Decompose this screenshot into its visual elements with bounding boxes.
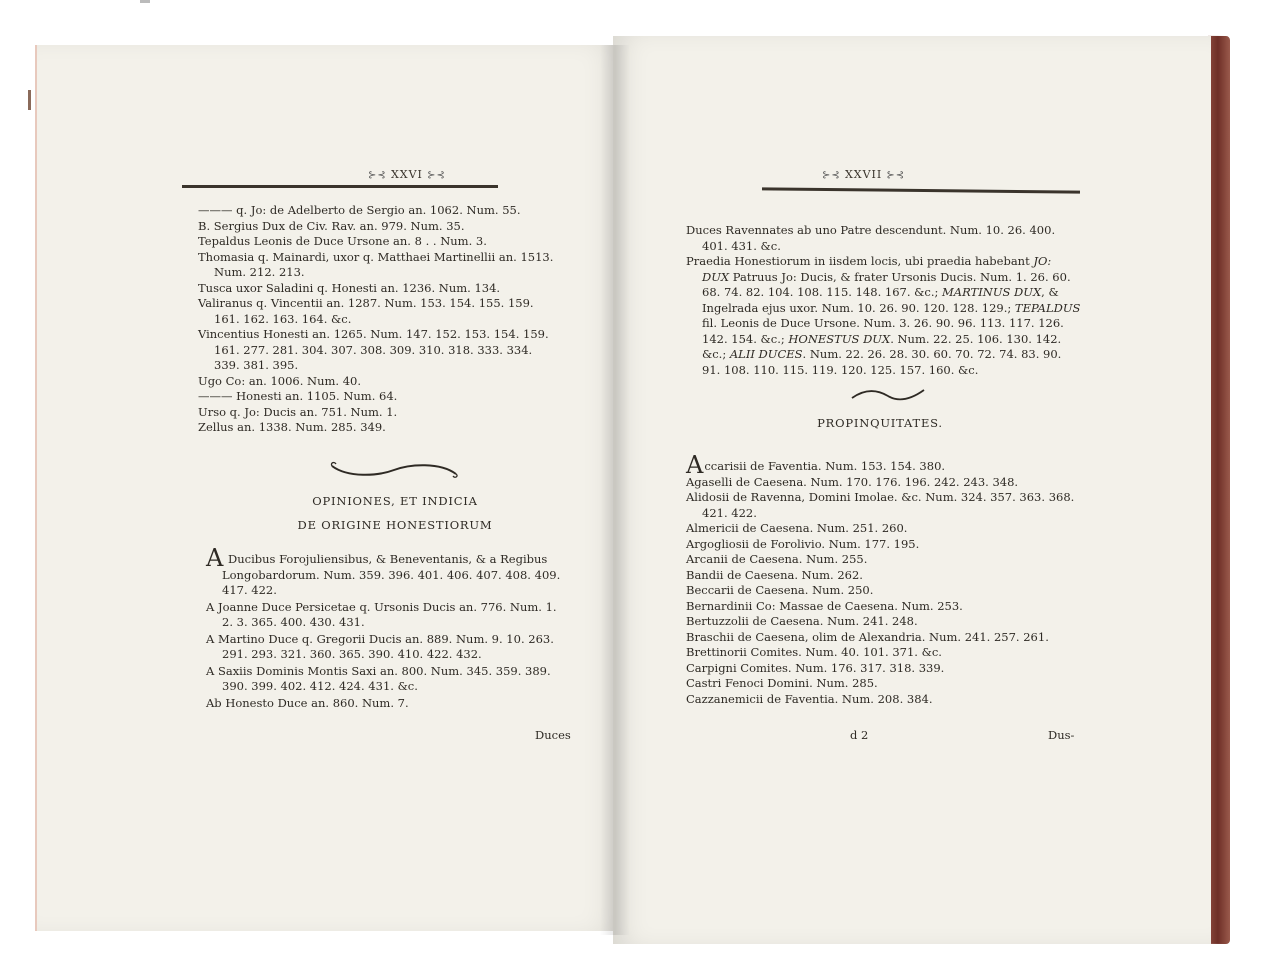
propinquitas-entry xyxy=(686,583,1076,599)
index-entry: Thomasia q. Mainardi, uxor q. Matthaei Martinellii an. 1513. Num. 212. 213. xyxy=(198,249,554,279)
propinquitas-text: Braschii de Caesena, olim de Alexandria. Num. 241. 257. 261. xyxy=(686,629,1049,644)
propinquitas-text: Arcanii de Caesena. Num. 255. xyxy=(686,552,868,566)
ornament-left-icon: ⊱⊰ xyxy=(822,170,845,181)
praedia-name: TEPALDUS xyxy=(1014,300,1081,315)
propinquitas-entry xyxy=(686,645,1076,661)
praedia-name: JO: DUX xyxy=(702,254,1052,284)
left-running-head xyxy=(368,168,446,181)
drop-cap: A xyxy=(686,451,704,479)
propinquitas-entry xyxy=(686,490,1076,521)
left-page xyxy=(35,45,617,931)
praedia-text: Praedia Honestiorum in iisdem locis, ubi praedia habebant xyxy=(686,254,1034,268)
praedia-text: fil. Leonis de Duce Ursone. Num. 3. 26. 90. 96. 113. 117. 126. 142. 154. &c.; xyxy=(702,316,1064,346)
opinion-entry xyxy=(206,664,566,695)
opiniones-title: OPINIONES, ET INDICIA xyxy=(312,494,478,508)
opinion-entry xyxy=(206,544,566,599)
left-index-entries xyxy=(198,203,558,436)
opinion-entry xyxy=(206,696,566,712)
praedia-text: . Num. 22. 26. 28. 30. 60. 70. 72. 74. 83. 90. 91. 108. 110. 115. 119. 120. 125. 157. 160. &c. xyxy=(702,347,1062,377)
right-page-number: XXVII xyxy=(844,168,883,181)
origine-title: DE ORIGINE HONESTIORUM xyxy=(297,518,493,532)
ornament-right-icon: ⊱⊰ xyxy=(882,170,906,181)
opinion-entry xyxy=(206,600,566,631)
index-entry: Urso q. Jo: Ducis an. 751. Num. 1. xyxy=(198,404,398,419)
opinion-entry xyxy=(206,632,566,663)
propinquitas-text: Bertuzzolii de Caesena. Num. 241. 248. xyxy=(686,614,918,628)
propinquitates-entries xyxy=(686,451,1076,707)
opinion-text: Ducibus Forojuliensibus, & Beneventanis, & a Regibus Longobardorum. Num. 359. 396. 401. 406. 407. 408. 409. 417. 422. xyxy=(222,552,561,597)
praedia-name: HONESTUS DUX xyxy=(788,331,891,346)
opinion-text: A Joanne Duce Persicetae q. Ursonis Ducis an. 776. Num. 1. 2. 3. 365. 400. 430. 431. xyxy=(206,599,557,629)
opinion-text: A Martino Duce q. Gregorii Ducis an. 889. Num. 9. 10. 263. 291. 293. 321. 360. 365. 390. 410. 422. 432. xyxy=(206,631,554,661)
index-entry: Valiranus q. Vincentii an. 1287. Num. 153. 154. 155. 159. 161. 162. 163. 164. &c. xyxy=(198,296,534,326)
propinquitas-text: Almericii de Caesena. Num. 251. 260. xyxy=(686,521,908,535)
swash-ornament-icon xyxy=(328,460,460,480)
propinquitas-text: Agaselli de Caesena. Num. 170. 176. 196. 242. 243. 348. xyxy=(686,474,1019,489)
book-cover-edge xyxy=(1208,36,1230,944)
duces-line xyxy=(686,223,1081,254)
right-running-head xyxy=(822,168,905,181)
propinquitas-entry xyxy=(686,537,1076,553)
propinquitas-entry xyxy=(686,599,1076,615)
index-entry: Tepaldus Leonis de Duce Ursone an. 8 . . Num. 3. xyxy=(198,234,487,248)
duces-entry: Duces Ravennates ab uno Patre descendunt. Num. 10. 26. 400. 401. 431. &c. xyxy=(686,223,1056,253)
index-entry: ——— Honesti an. 1105. Num. 64. xyxy=(198,389,398,403)
propinquitates-title: PROPINQUITATES. xyxy=(817,416,943,430)
opiniones-entries xyxy=(206,544,566,712)
propinquitas-entry xyxy=(686,568,1076,584)
propinquitas-entry xyxy=(686,521,1076,537)
propinquitas-entry xyxy=(686,630,1076,646)
index-entry: Zellus an. 1338. Num. 285. 349. xyxy=(198,420,386,434)
paper-speck xyxy=(28,90,31,110)
drop-cap: A xyxy=(206,544,224,572)
small-swash-ornament-icon xyxy=(848,386,928,404)
propinquitas-text: Argogliosii de Forolivio. Num. 177. 195. xyxy=(686,536,920,551)
index-entry: ——— q. Jo: de Adelberto de Sergio an. 1062. Num. 55. xyxy=(198,203,521,217)
ornament-left-icon: ⊱⊰ xyxy=(368,170,391,181)
right-catchword: Dus- xyxy=(1048,728,1075,742)
opinion-text: A Saxiis Dominis Montis Saxi an. 800. Num. 345. 359. 389. 390. 399. 402. 412. 424. 431. &c. xyxy=(206,663,551,693)
propinquitas-entry xyxy=(686,661,1076,677)
praedia-paragraph xyxy=(686,254,1081,378)
propinquitas-text: Bernardinii Co: Massae de Caesena. Num. 253. xyxy=(686,598,963,613)
index-entry: Tusca uxor Saladini q. Honesti an. 1236. Num. 134. xyxy=(198,280,501,295)
propinquitas-text: Carpigni Comites. Num. 176. 317. 318. 339. xyxy=(686,660,945,675)
praedia-name: MARTINUS DUX xyxy=(942,285,1042,299)
praedia-entry xyxy=(686,254,1081,378)
index-entry: Ugo Co: an. 1006. Num. 40. xyxy=(198,373,362,388)
propinquitas-entry xyxy=(686,451,1076,479)
left-page-number: XXVI xyxy=(390,168,423,181)
praedia-text: Patruus Jo: Ducis, & frater Ursonis Ducis. Num. 1. 26. 60. 68. 74. 82. 104. 108. 115. 148. 167. &c.; xyxy=(702,269,1071,299)
propinquitas-text: Alidosii de Ravenna, Domini Imolae. &c. Num. 324. 357. 363. 368. 421. 422. xyxy=(686,490,1075,520)
paper-speck xyxy=(140,0,150,3)
book-gutter xyxy=(600,45,630,935)
propinquitas-entry xyxy=(686,692,1076,708)
propinquitas-entry xyxy=(686,614,1076,630)
index-entry: Vincentius Honesti an. 1265. Num. 147. 152. 153. 154. 159. 161. 277. 281. 304. 307. 308. 309. 310. 318. 333. 334. 339. 381. 395. xyxy=(198,327,549,372)
propinquitas-text: Bandii de Caesena. Num. 262. xyxy=(686,567,863,582)
propinquitas-entry xyxy=(686,552,1076,568)
propinquitas-entry xyxy=(686,475,1076,491)
propinquitas-text: ccarisii de Faventia. Num. 153. 154. 380. xyxy=(704,459,946,473)
index-entry: B. Sergius Dux de Civ. Rav. an. 979. Num. 35. xyxy=(198,218,465,233)
propinquitas-text: Brettinorii Comites. Num. 40. 101. 371. &c. xyxy=(686,645,942,659)
propinquitas-text: Beccarii de Caesena. Num. 250. xyxy=(686,583,874,597)
left-catchword: Duces xyxy=(535,728,571,742)
praedia-text: . Num. 22. 25. 106. 130. 142. &c.; xyxy=(702,331,1062,361)
praedia-name: ALII DUCES xyxy=(729,347,803,361)
praedia-text: , & Ingelrada ejus uxor. Num. 10. 26. 90. 120. 128. 129.; xyxy=(702,285,1059,315)
opinion-text: Ab Honesto Duce an. 860. Num. 7. xyxy=(206,695,409,710)
propinquitas-entry xyxy=(686,676,1076,692)
propinquitas-text: Cazzanemicii de Faventia. Num. 208. 384. xyxy=(686,691,933,706)
ornament-right-icon: ⊱⊰ xyxy=(422,170,446,181)
signature-mark: d 2 xyxy=(850,728,869,742)
propinquitas-text: Castri Fenoci Domini. Num. 285. xyxy=(686,676,878,690)
left-header-rule xyxy=(182,185,498,188)
